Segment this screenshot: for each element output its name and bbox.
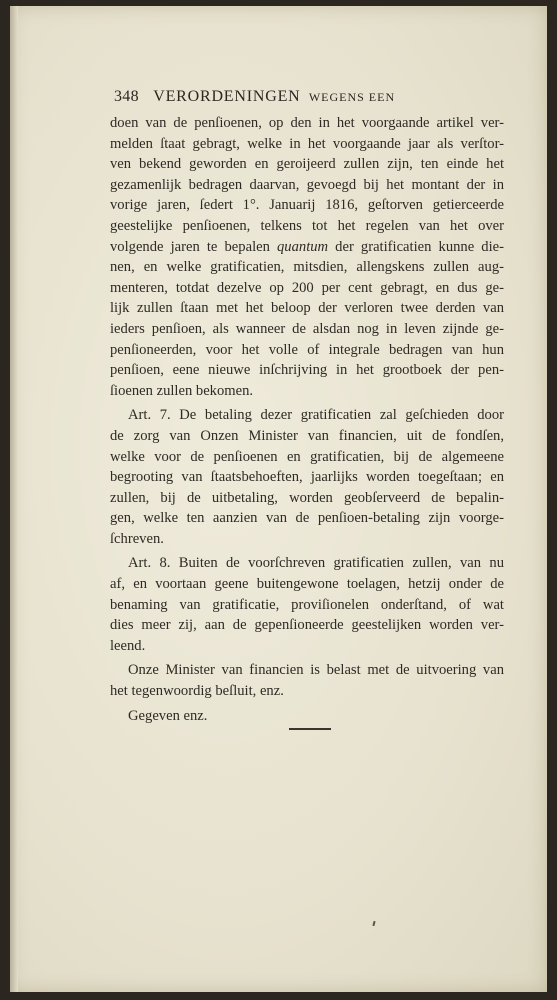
text-line: ieders penſioen, als wanneer de alsdan nog in leven zijnde ge- [110,320,504,337]
text-line: af, en voortaan geene buitengewone toelagen, hetzij onder de [110,576,504,593]
paragraph-art-8 [110,553,504,656]
body-text [110,113,504,726]
emphasized-word: quantum [277,238,329,255]
text-line: geestelijke penſioenen, telkens tot het regelen van het over [110,217,504,234]
text-line: de zorg van Onzen Minister van financien, uit de fondſen, [110,427,504,444]
text-line: Gegeven enz. [128,707,208,724]
text-line: het tegenwoordig beſluit, enz. [110,683,284,700]
text-line: zullen, bij de uitbetaling, worden geobſerveerd de bepalin- [110,489,504,506]
text-line: welke voor de penſioenen en gratificatien, bij de algemeene [110,448,504,465]
text-line: ven bekend geworden en geroijeerd zullen zijn, ten einde het [110,156,504,173]
paragraph [110,113,504,401]
text-line: Art. 8. Buiten de voorſchreven gratificatien zullen, van nu [128,555,504,572]
text-line: benaming van gratificatie, proviſionelen onderſtand, of wat [110,596,504,613]
text-line: menteren, totdat dezelve op 200 per cent gebragt, en dus ge- [110,279,504,296]
page-gutter [10,6,18,992]
text-line: dies meer zij, aan de gepenſioneerde geestelijken worden ver- [110,617,504,634]
text-line: penſioen, eene nieuwe inſchrijving in het grootboek der pen- [110,362,504,379]
text-line: leend. [110,637,146,654]
text-line: penſioneerden, voor het volle of integrale bedragen van hun [110,341,504,358]
text-line: nen, en welke gratificatien, mitsdien, allengskens zullen aug- [110,259,504,276]
paragraph-art-7 [110,405,504,549]
text-line: doen van de penſioenen, op den in het voorgaande artikel ver- [110,115,504,131]
closing-rule [289,728,331,730]
running-title-small: WEGENS EEN [308,90,396,104]
text-line: ſchreven. [110,530,164,547]
running-header [114,88,514,106]
text-line: lijk zullen ſtaan met het beloop der verloren twee derden van [110,300,504,317]
text-line: Art. 7. De betaling dezer gratificatien zal geſchieden door [128,407,504,424]
paragraph-given [110,706,504,727]
text-line: volgende jaren te bepalen quantum der gratificatien kunne die- [110,238,504,255]
text-line: gen, welke ten aanzien van de penſioen-betaling zijn voorge- [110,510,504,527]
page-number: 348 [114,88,139,105]
text-line: melden ſtaat gebragt, welke in het voorgaande jaar als verſtor- [110,135,504,152]
text-line: vorige jaren, ſedert 1°. Januarij 1816, geſtorven getierceerde [110,197,504,214]
text-line: begrooting van ſtaatsbehoeften, jaarlijks worden toegeſtaan; en [110,469,504,486]
paragraph-closing [110,660,504,701]
text-line: ſioenen zullen bekomen. [110,382,254,399]
text-line: gezamenlijk bedragen daarvan, gevoegd bij het montant der in [110,176,504,193]
text-line: Onze Minister van financien is belast met de uitvoering van [128,662,504,679]
running-title: VERORDENINGEN [153,88,301,105]
